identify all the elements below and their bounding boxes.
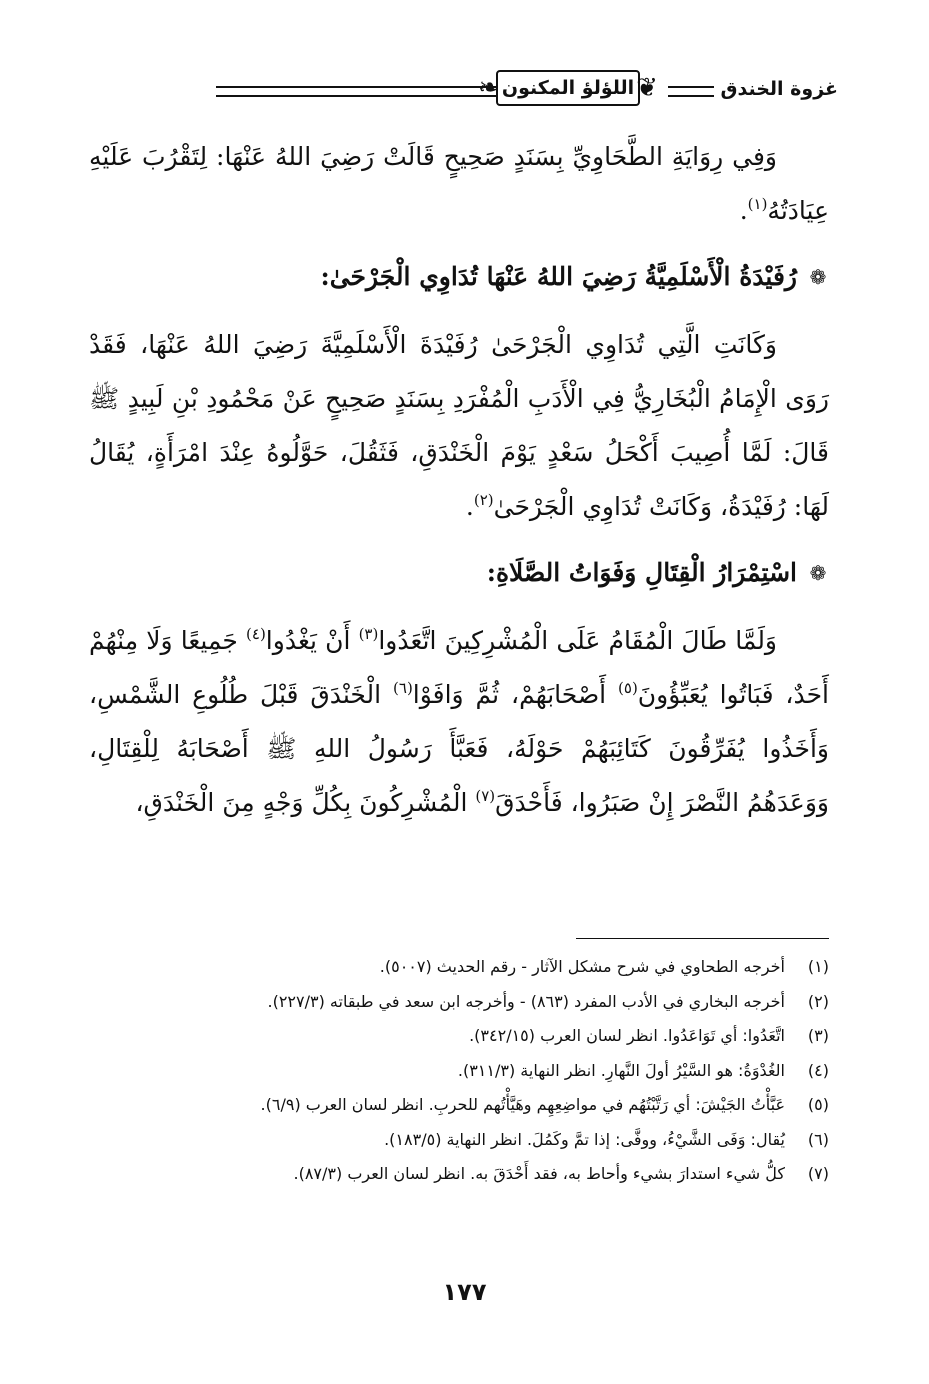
- footnote-ref[interactable]: (٥): [618, 679, 638, 697]
- footnote-ref[interactable]: (٧): [475, 787, 496, 805]
- footnotes-list: [89, 950, 829, 1192]
- footnote-ref[interactable]: (٤): [246, 625, 266, 643]
- paragraph-text: وَكَانَتِ الَّتِي تُدَاوِي الْجَرْحَىٰ رُفَيْدَةَ الْأَسْلَمِيَّةَ رَضِيَ اللهُ عَنْهَا، فَقَدْ رَوَى الْإِمَامُ الْبُخَارِيُّ فِي الْأَدَبِ الْمُفْرَدِ بِسَنَدٍ صَحِيحٍ عَنْ مَحْمُودِ بْنِ لَبِيدٍ ﷺ قَالَ: لَمَّا أُصِيبَ أَكْحَلُ سَعْدٍ يَوْمَ الْخَنْدَقِ، فَثَقُلَ، حَوَّلُوهُ عِنْدَ امْرَأَةٍ، يُقَالُ لَهَا: رُفَيْدَةُ، وَكَانَتْ تُدَاوِي الْجَرْحَىٰ: [89, 330, 829, 521]
- paragraph-text: جَمِيعًا وَلَا مِنْهُمْ أَحَدٌ، فَبَاتُوا يُعَبِّؤُونَ: [89, 626, 830, 709]
- footnote-number: (٧): [807, 1164, 829, 1183]
- footnote-ref[interactable]: (٢): [473, 491, 494, 509]
- footnote-ref[interactable]: (٦): [393, 679, 413, 697]
- flower-icon: ❁: [809, 265, 827, 289]
- footnote-number: (١): [807, 957, 829, 976]
- footnote-item: [89, 1123, 829, 1158]
- paragraph-text: وَفِي رِوَايَةِ الطَّحَاوِيِّ بِسَنَدٍ صَحِيحٍ قَالَتْ رَضِيَ اللهُ عَنْهَا: لِتَقْرُبَ عَلَيْهِ عِيَادَتُهُ: [89, 142, 829, 225]
- book-title: اللؤلؤ المكنون: [501, 77, 635, 99]
- footnote-item: [89, 1054, 829, 1089]
- paragraph-text: أَنْ يَغْدُوا: [265, 626, 359, 655]
- footnote-divider: [576, 938, 829, 939]
- footnote-item: [89, 1088, 829, 1123]
- footnote-text: اتَّعَدُوا: أي تَوَاعَدُوا. انظر لسان العرب (٣٤٢/١٥).: [469, 1026, 785, 1045]
- paragraph-text: الْخَنْدَقَ قَبْلَ طُلُوعِ الشَّمْسِ، وَأَخَذُوا يُفَرِّقُونَ كَتَائِبَهُمْ حَوْلَهُ، فَعَبَّأَ رَسُولُ اللهِ ﷺ أَصْحَابَهُ لِلْقِتَالِ، وَوَعَدَهُمُ النَّصْرَ إِنْ صَبَرُوا، فَأَحْدَقَ: [89, 680, 829, 817]
- footnote-number: (٣): [807, 1026, 829, 1045]
- footnote-text: يُقال: وَفَى الشَّيْءُ، ووفَّى: إذا تمَّ وكَمُلَ. انظر النهاية (١٨٣/٥).: [384, 1129, 785, 1149]
- section-heading: [89, 250, 829, 304]
- page-number: ١٧٧: [442, 1278, 487, 1306]
- paragraph: وَكَانَتِ الَّتِي تُدَاوِي الْجَرْحَىٰ رُفَيْدَةَ الْأَسْلَمِيَّةَ رَضِيَ اللهُ عَنْهَا، فَقَدْ رَوَى الْإِمَامُ الْبُخَارِيُّ فِي الْأَدَبِ الْمُفْرَدِ بِسَنَدٍ صَحِيحٍ عَنْ مَحْمُودِ بْنِ لَبِيدٍ ﷺ قَالَ: لَمَّا أُصِيبَ أَكْحَلُ سَعْدٍ يَوْمَ الْخَنْدَقِ، فَثَقُلَ، حَوَّلُوهُ عِنْدَ امْرَأَةٍ، يُقَالُ لَهَا: رُفَيْدَةُ، وَكَانَتْ تُدَاوِي الْجَرْحَىٰ$^{(٢)}$.: [89, 330, 829, 521]
- main-text: [89, 130, 829, 830]
- footnote-number: (٥): [807, 1095, 829, 1114]
- footnote-ref[interactable]: (٣): [358, 625, 379, 643]
- paragraph: [89, 614, 829, 830]
- footnote-ref[interactable]: (١): [747, 195, 768, 213]
- flower-icon: ❁: [809, 561, 827, 585]
- heading-text: اسْتِمْرَارُ الْقِتَالِ وَفَوَاتُ الصَّلَاةِ:: [486, 558, 797, 587]
- paragraph-text: أَصْحَابَهُمْ، ثُمَّ وَافَوْا: [412, 680, 619, 709]
- header-rule-right: [668, 86, 714, 97]
- ornament-icon: ❧: [478, 73, 500, 103]
- footnote-item: [89, 985, 829, 1020]
- footnote-number: (٢): [807, 991, 829, 1011]
- footnote-text: عَبَّأْتُ الجَيْشَ: أي رَتَّبْتُهُم في مواضِعِهِم وهَيَّأْتُهم للحربِ. انظر لسان العرب (٦/٩).: [260, 1095, 785, 1114]
- paragraph-text: وَلَمَّا طَالَ الْمُقَامُ عَلَى الْمُشْرِكِينَ اتَّعَدُوا: [378, 626, 778, 655]
- heading-text: رُفَيْدَةُ الْأَسْلَمِيَّةُ رَضِيَ اللهُ عَنْهَا تُدَاوِي الْجَرْحَىٰ:: [320, 262, 797, 291]
- section-heading: [89, 546, 829, 600]
- paragraph-text: الْمُشْرِكُونَ بِكُلِّ وَجْهٍ مِنَ الْخَنْدَقِ،: [135, 788, 476, 817]
- footnote-text: أخرجه الطحاوي في شرح مشكل الآثار - رقم الحديث (٥٠٠٧).: [379, 957, 785, 976]
- footnote-number: (٦): [807, 1129, 829, 1149]
- footnote-item: [89, 1157, 829, 1192]
- footnote-text: الغُدْوَةُ: هو السَّيْرُ أولَ النَّهارِ. انظر النهاية (٣١١/٣).: [457, 1060, 785, 1080]
- running-header: [98, 56, 838, 128]
- footnote-number: (٤): [807, 1060, 829, 1080]
- chapter-title: غزوة الخندق: [720, 78, 838, 100]
- paragraph: وَفِي رِوَايَةِ الطَّحَاوِيِّ بِسَنَدٍ صَحِيحٍ قَالَتْ رَضِيَ اللهُ عَنْهَا: لِتَقْرُبَ عَلَيْهِ عِيَادَتُهُ$^{(١)}$.: [89, 142, 829, 225]
- ornament-icon: ❦: [636, 73, 658, 103]
- book-title-badge: [474, 64, 662, 112]
- footnote-item: [89, 950, 829, 985]
- footnote-text: كلُّ شيء استدارَ بشيء وأحاط به، فقد أَحْدَقَ به. انظر لسان العرب (٨٧/٣).: [293, 1164, 785, 1183]
- footnote-text: أخرجه البخاري في الأدب المفرد (٨٦٣) - وأخرجه ابن سعد في طبقاته (٢٢٧/٣).: [267, 991, 785, 1011]
- footnote-item: [89, 1019, 829, 1054]
